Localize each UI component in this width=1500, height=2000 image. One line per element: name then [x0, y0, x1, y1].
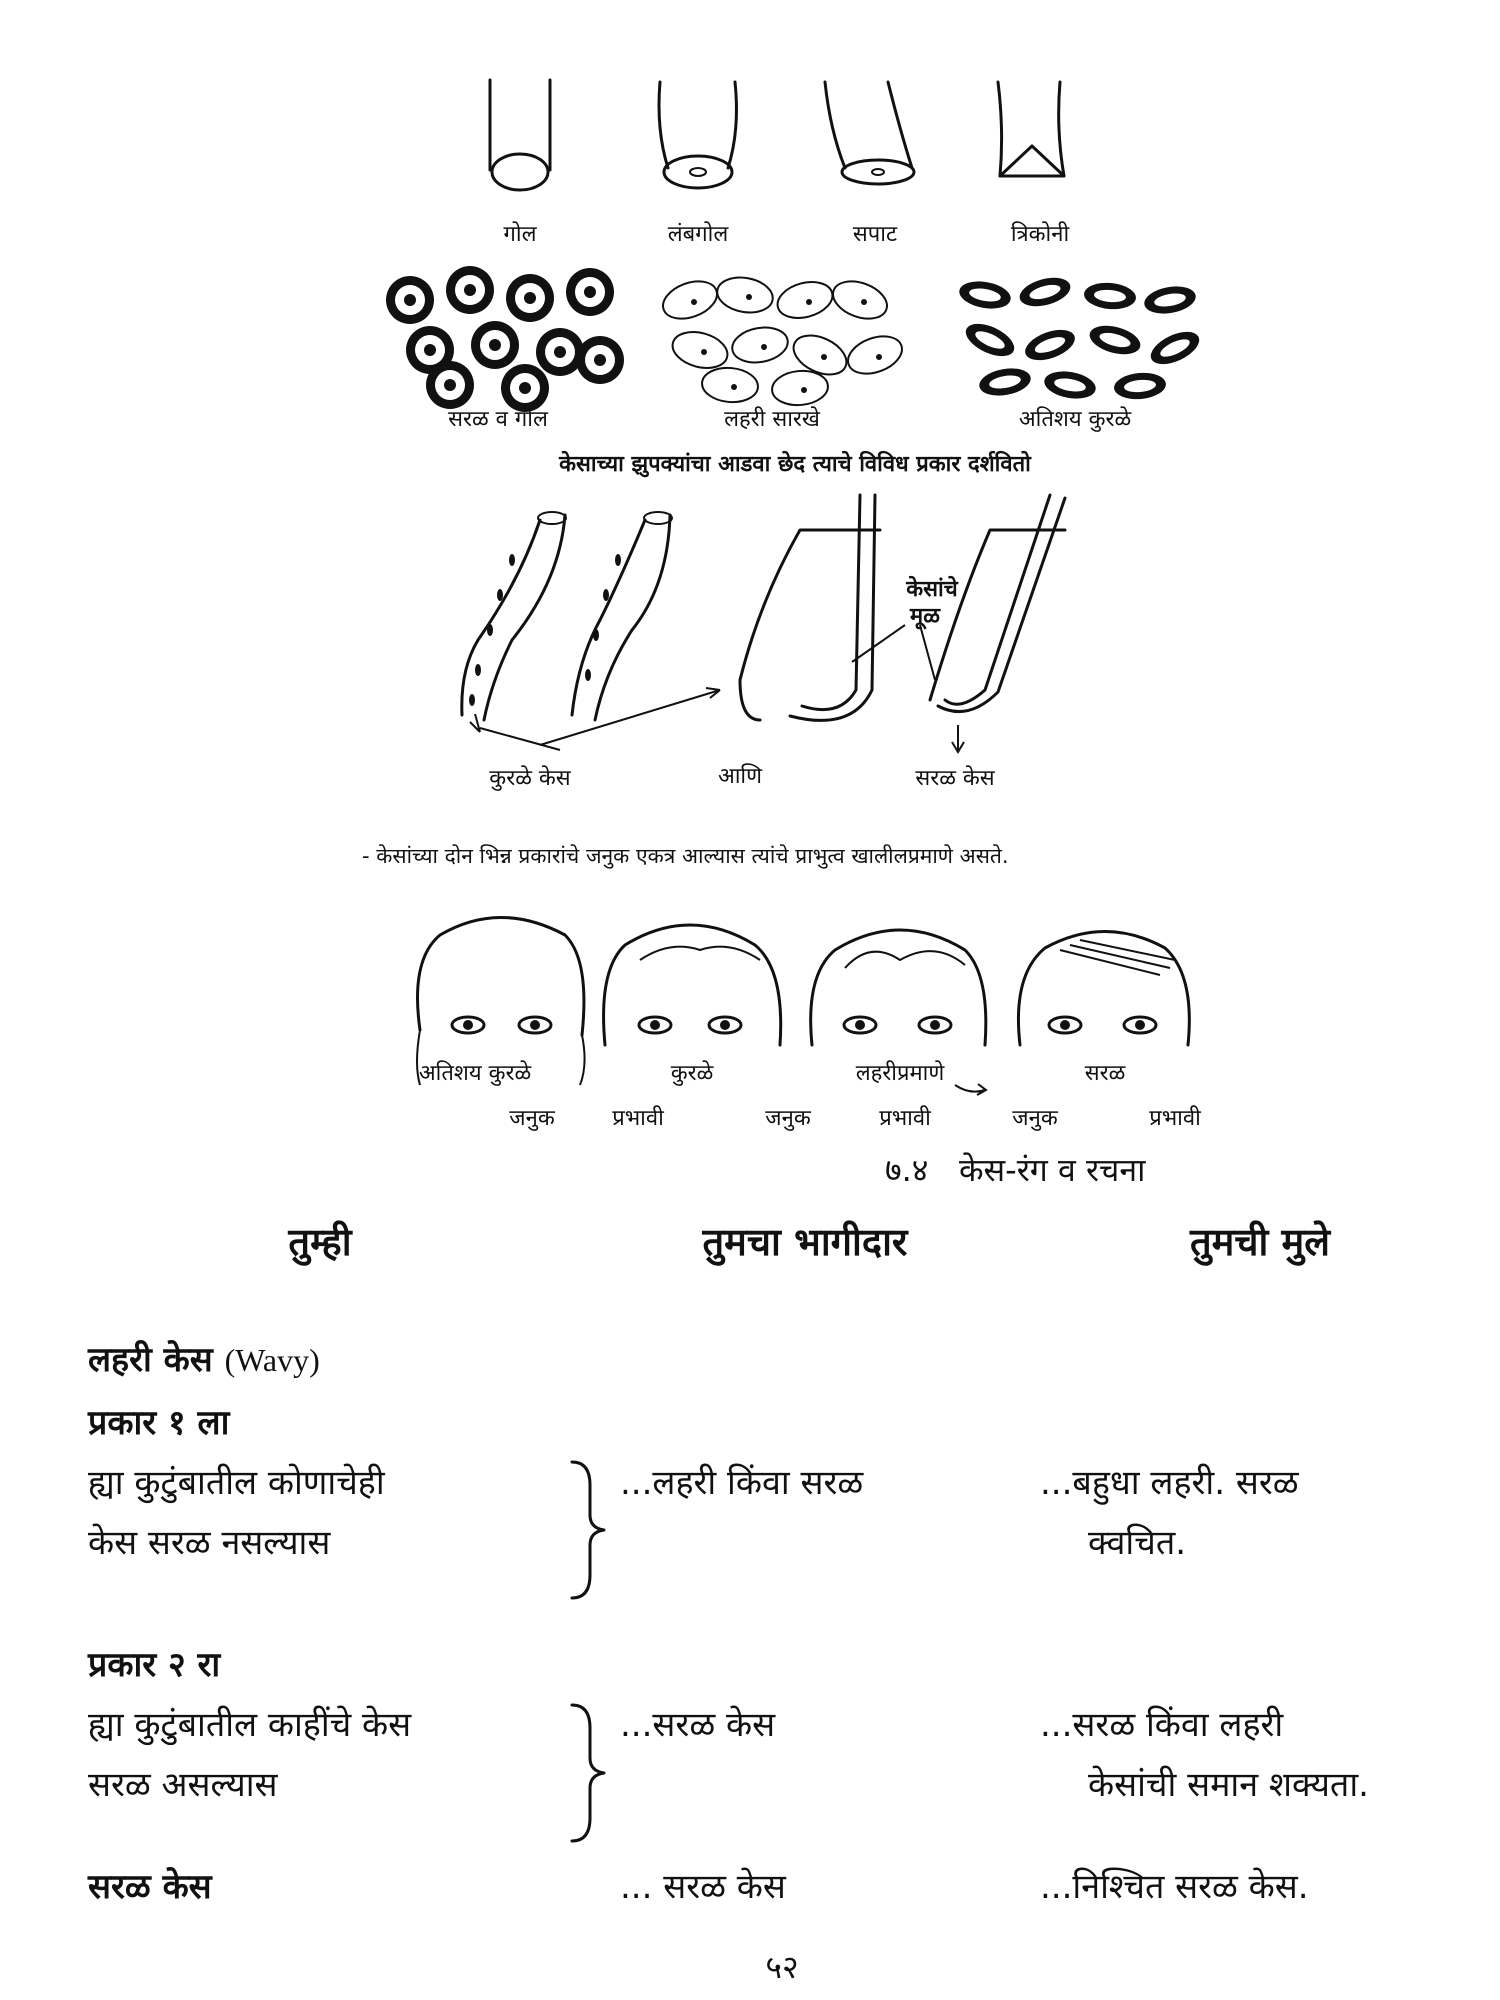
straight-hair-follicles — [740, 495, 1065, 720]
section-label-straight-round: सरळ व गोल — [448, 407, 548, 432]
face-label-curly: कुरळे — [670, 1061, 714, 1086]
cell-shape — [843, 329, 907, 380]
cell-shape — [701, 349, 707, 355]
cell-shape — [669, 326, 732, 373]
dominant-label-2: प्रभावी — [879, 1106, 931, 1131]
cells-wavy — [668, 270, 898, 390]
face-curly — [604, 925, 781, 1045]
pointer-arrows — [470, 625, 964, 752]
cell-shape — [658, 274, 722, 325]
cell-shape — [489, 339, 501, 351]
cell-shape — [828, 274, 892, 325]
straight-children: ...निश्चित सरळ केस. — [1040, 1867, 1309, 1907]
section-label-very-curly: अतिशय कुरळे — [1018, 407, 1132, 432]
dominant-label-3: प्रभावी — [1149, 1106, 1201, 1131]
curly-hair-label: कुरळे केस — [489, 766, 571, 791]
hair-shaft-round — [490, 80, 550, 190]
gene-label-3: जनुक — [1012, 1106, 1058, 1131]
type-2-title: प्रकार २ रा — [88, 1645, 221, 1685]
shape-label-flat: सपाट — [852, 222, 898, 247]
straight-hair-label: सरळ केस — [915, 766, 995, 791]
cell-shape — [701, 366, 760, 405]
cell-shape — [806, 299, 812, 305]
header-you: तुम्ही — [288, 1220, 352, 1264]
cell-shape — [774, 276, 837, 323]
wavy-hair-title — [88, 1335, 320, 1381]
cell-shape — [554, 346, 566, 358]
shape-label-oval: लंबगोल — [667, 222, 729, 247]
dominant-label-1: प्रभावी — [612, 1106, 664, 1131]
cell-shape — [691, 299, 697, 305]
type-2-partner: ...सरळ केस — [620, 1705, 776, 1745]
page-number: ५२ — [765, 1948, 799, 1986]
cell-shape — [746, 294, 752, 300]
hair-shaft-triangular — [998, 82, 1064, 176]
cell-shape — [861, 299, 867, 305]
cell-shape — [519, 382, 531, 394]
face-wavy — [811, 930, 986, 1045]
brace-type-2 — [572, 1705, 604, 1841]
shape-label-round: गोल — [503, 222, 537, 247]
brace-type-1 — [572, 1462, 604, 1598]
figure-caption: ७.४ केस-रंग व रचना — [885, 1151, 1146, 1189]
type-2-line-2: सरळ असल्यास — [88, 1765, 278, 1805]
gene-label-2: जनुक — [765, 1106, 811, 1131]
hair-shaft-oval — [659, 82, 736, 188]
cell-shape — [821, 354, 827, 360]
cell-shape — [584, 286, 596, 298]
and-label: आणि — [717, 764, 763, 789]
section-caption: केसाच्या झुपक्यांचा आडवा छेद त्याचे विविध प्रकार दर्शवितो — [559, 452, 1031, 477]
cell-shape — [594, 354, 606, 366]
type-2-children-1: ...सरळ किंवा लहरी — [1040, 1705, 1284, 1745]
gene-arrow — [955, 1084, 986, 1095]
shape-label-triangular: त्रिकोनी — [1010, 222, 1070, 247]
root-label-line2: मूळ — [910, 604, 940, 629]
cell-shape — [524, 292, 536, 304]
cell-shape — [404, 294, 416, 306]
cell-shape — [729, 323, 790, 366]
wavy-hair-title-en: (Wavy) — [224, 1342, 320, 1378]
root-label-line1: केसांचे — [906, 577, 958, 602]
type-2-children-2: केसांची समान शक्यता. — [1088, 1765, 1369, 1805]
face-straight — [1018, 932, 1189, 1046]
type-1-title: प्रकार १ ला — [88, 1403, 230, 1443]
wavy-hair-title-mr: लहरी केस — [88, 1340, 213, 1380]
cell-shape — [464, 284, 476, 296]
type-1-children-2: क्वचित. — [1088, 1523, 1187, 1563]
straight-partner: ... सरळ केस — [620, 1867, 786, 1907]
face-label-straight: सरळ — [1084, 1061, 1126, 1086]
dominance-note: - केसांच्या दोन भिन्न प्रकारांचे जनुक एकत्र आल्यास त्यांचे प्राभुत्व खालीलप्रमाणे असते. — [362, 844, 1009, 868]
cell-shape — [444, 379, 456, 391]
type-1-children-1: ...बहुधा लहरी. सरळ — [1040, 1463, 1299, 1503]
face-label-very-curly: अतिशय कुरळे — [418, 1061, 532, 1086]
cell-shape — [761, 344, 767, 350]
section-label-wavy: लहरी सारखे — [724, 407, 820, 432]
gene-label-1: जनुक — [509, 1106, 555, 1131]
hair-shaft-flat — [825, 82, 914, 184]
cell-shape — [714, 273, 775, 316]
cell-shape — [801, 387, 807, 393]
cell-shape — [731, 384, 737, 390]
cell-shape — [424, 344, 436, 356]
cell-shape — [771, 369, 830, 408]
type-1-partner: ...लहरी किंवा सरळ — [620, 1463, 864, 1503]
curly-hair-follicles — [462, 512, 672, 720]
straight-title: सरळ केस — [88, 1867, 212, 1907]
header-partner: तुमचा भागीदार — [702, 1220, 908, 1264]
face-label-wavy: लहरीप्रमाणे — [855, 1061, 945, 1086]
type-2-line-1: ह्या कुटुंबातील काहींचे केस — [88, 1705, 412, 1745]
type-1-line-1: ह्या कुटुंबातील कोणाचेही — [88, 1463, 385, 1503]
cell-shape — [876, 354, 882, 360]
type-1-line-2: केस सरळ नसल्यास — [88, 1523, 331, 1563]
header-children: तुमची मुले — [1189, 1220, 1331, 1264]
